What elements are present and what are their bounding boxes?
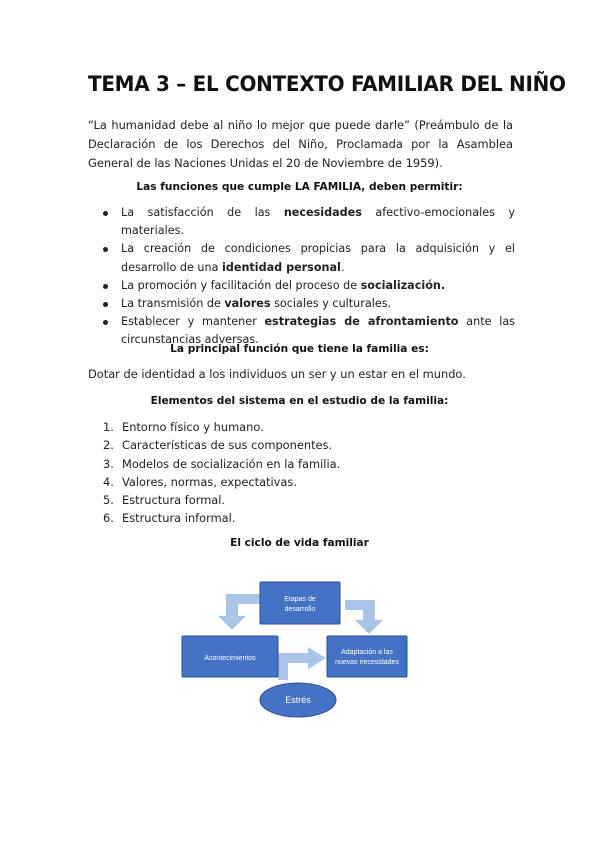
list-item: La promoción y facilitación del proceso de socialización. <box>103 277 515 295</box>
intro-paragraph: “La humanidad debe al niño lo mejor que puede darle” (Preámbulo de la Declaración de los Derechos del Niño, Proclamada por la Asamblea General de las Naciones Unidas el 20 de Noviembre de 1959). <box>88 118 513 170</box>
svg-text:desarrollo: desarrollo <box>284 606 316 613</box>
svg-text:nuevas necesidades: nuevas necesidades <box>335 659 399 666</box>
bullet-icon <box>103 247 108 252</box>
functions-list <box>103 204 515 350</box>
functions-heading: Las funciones que cumple LA FAMILIA, deben permitir: <box>136 181 463 193</box>
arrow-right-icon <box>278 647 326 680</box>
list-item: 5. Estructura formal. <box>103 493 226 508</box>
cycle-heading: El ciclo de vida familiar <box>230 537 369 549</box>
arrow-right-down-icon <box>345 600 383 634</box>
elements-list <box>103 418 340 528</box>
svg-text:Acontecimientos: Acontecimientos <box>204 655 256 662</box>
list-item: La satisfacción de las necesidades afectivo-emocionales y materiales. <box>103 204 515 240</box>
list-item: La transmisión de valores sociales y culturales. <box>103 295 515 313</box>
svg-text:Etapas de: Etapas de <box>284 596 316 603</box>
list-item: 6. Estructura informal. <box>103 511 236 526</box>
node-adaptacion <box>327 636 407 677</box>
node-etapas-desarrollo <box>260 582 340 624</box>
list-item: 4. Valores, normas, expectativas. <box>103 474 297 489</box>
arrow-left-down-icon <box>218 594 260 630</box>
list-item: 1. Entorno físico y humano. <box>103 420 264 434</box>
bullet-icon <box>103 320 108 325</box>
list-item: Establecer y mantener estrategias de afrontamiento ante las circunstancias adversas. <box>103 313 515 349</box>
main-function-text: Dotar de identidad a los individuos un ser y un estar en el mundo. <box>88 367 466 381</box>
svg-text:Estrés: Estrés <box>285 695 311 705</box>
list-item: 3. Modelos de socialización en la familia. <box>103 456 341 471</box>
svg-text:Adaptación a las: Adaptación a las <box>341 649 393 656</box>
bullet-icon <box>103 211 108 216</box>
main-function-heading: La principal función que tiene la familia es: <box>170 343 429 355</box>
list-item: La creación de condiciones propicias para la adquisición y el desarrollo de una identidad personal. <box>103 240 515 276</box>
bullet-icon <box>103 284 108 289</box>
list-item: 2. Características de sus componentes. <box>103 438 333 453</box>
bullet-icon <box>103 302 108 307</box>
elements-heading: Elementos del sistema en el estudio de la familia: <box>150 395 449 407</box>
page-title: TEMA 3 – EL CONTEXTO FAMILIAR DEL NIÑO <box>88 72 566 96</box>
family-cycle-diagram <box>180 568 420 728</box>
